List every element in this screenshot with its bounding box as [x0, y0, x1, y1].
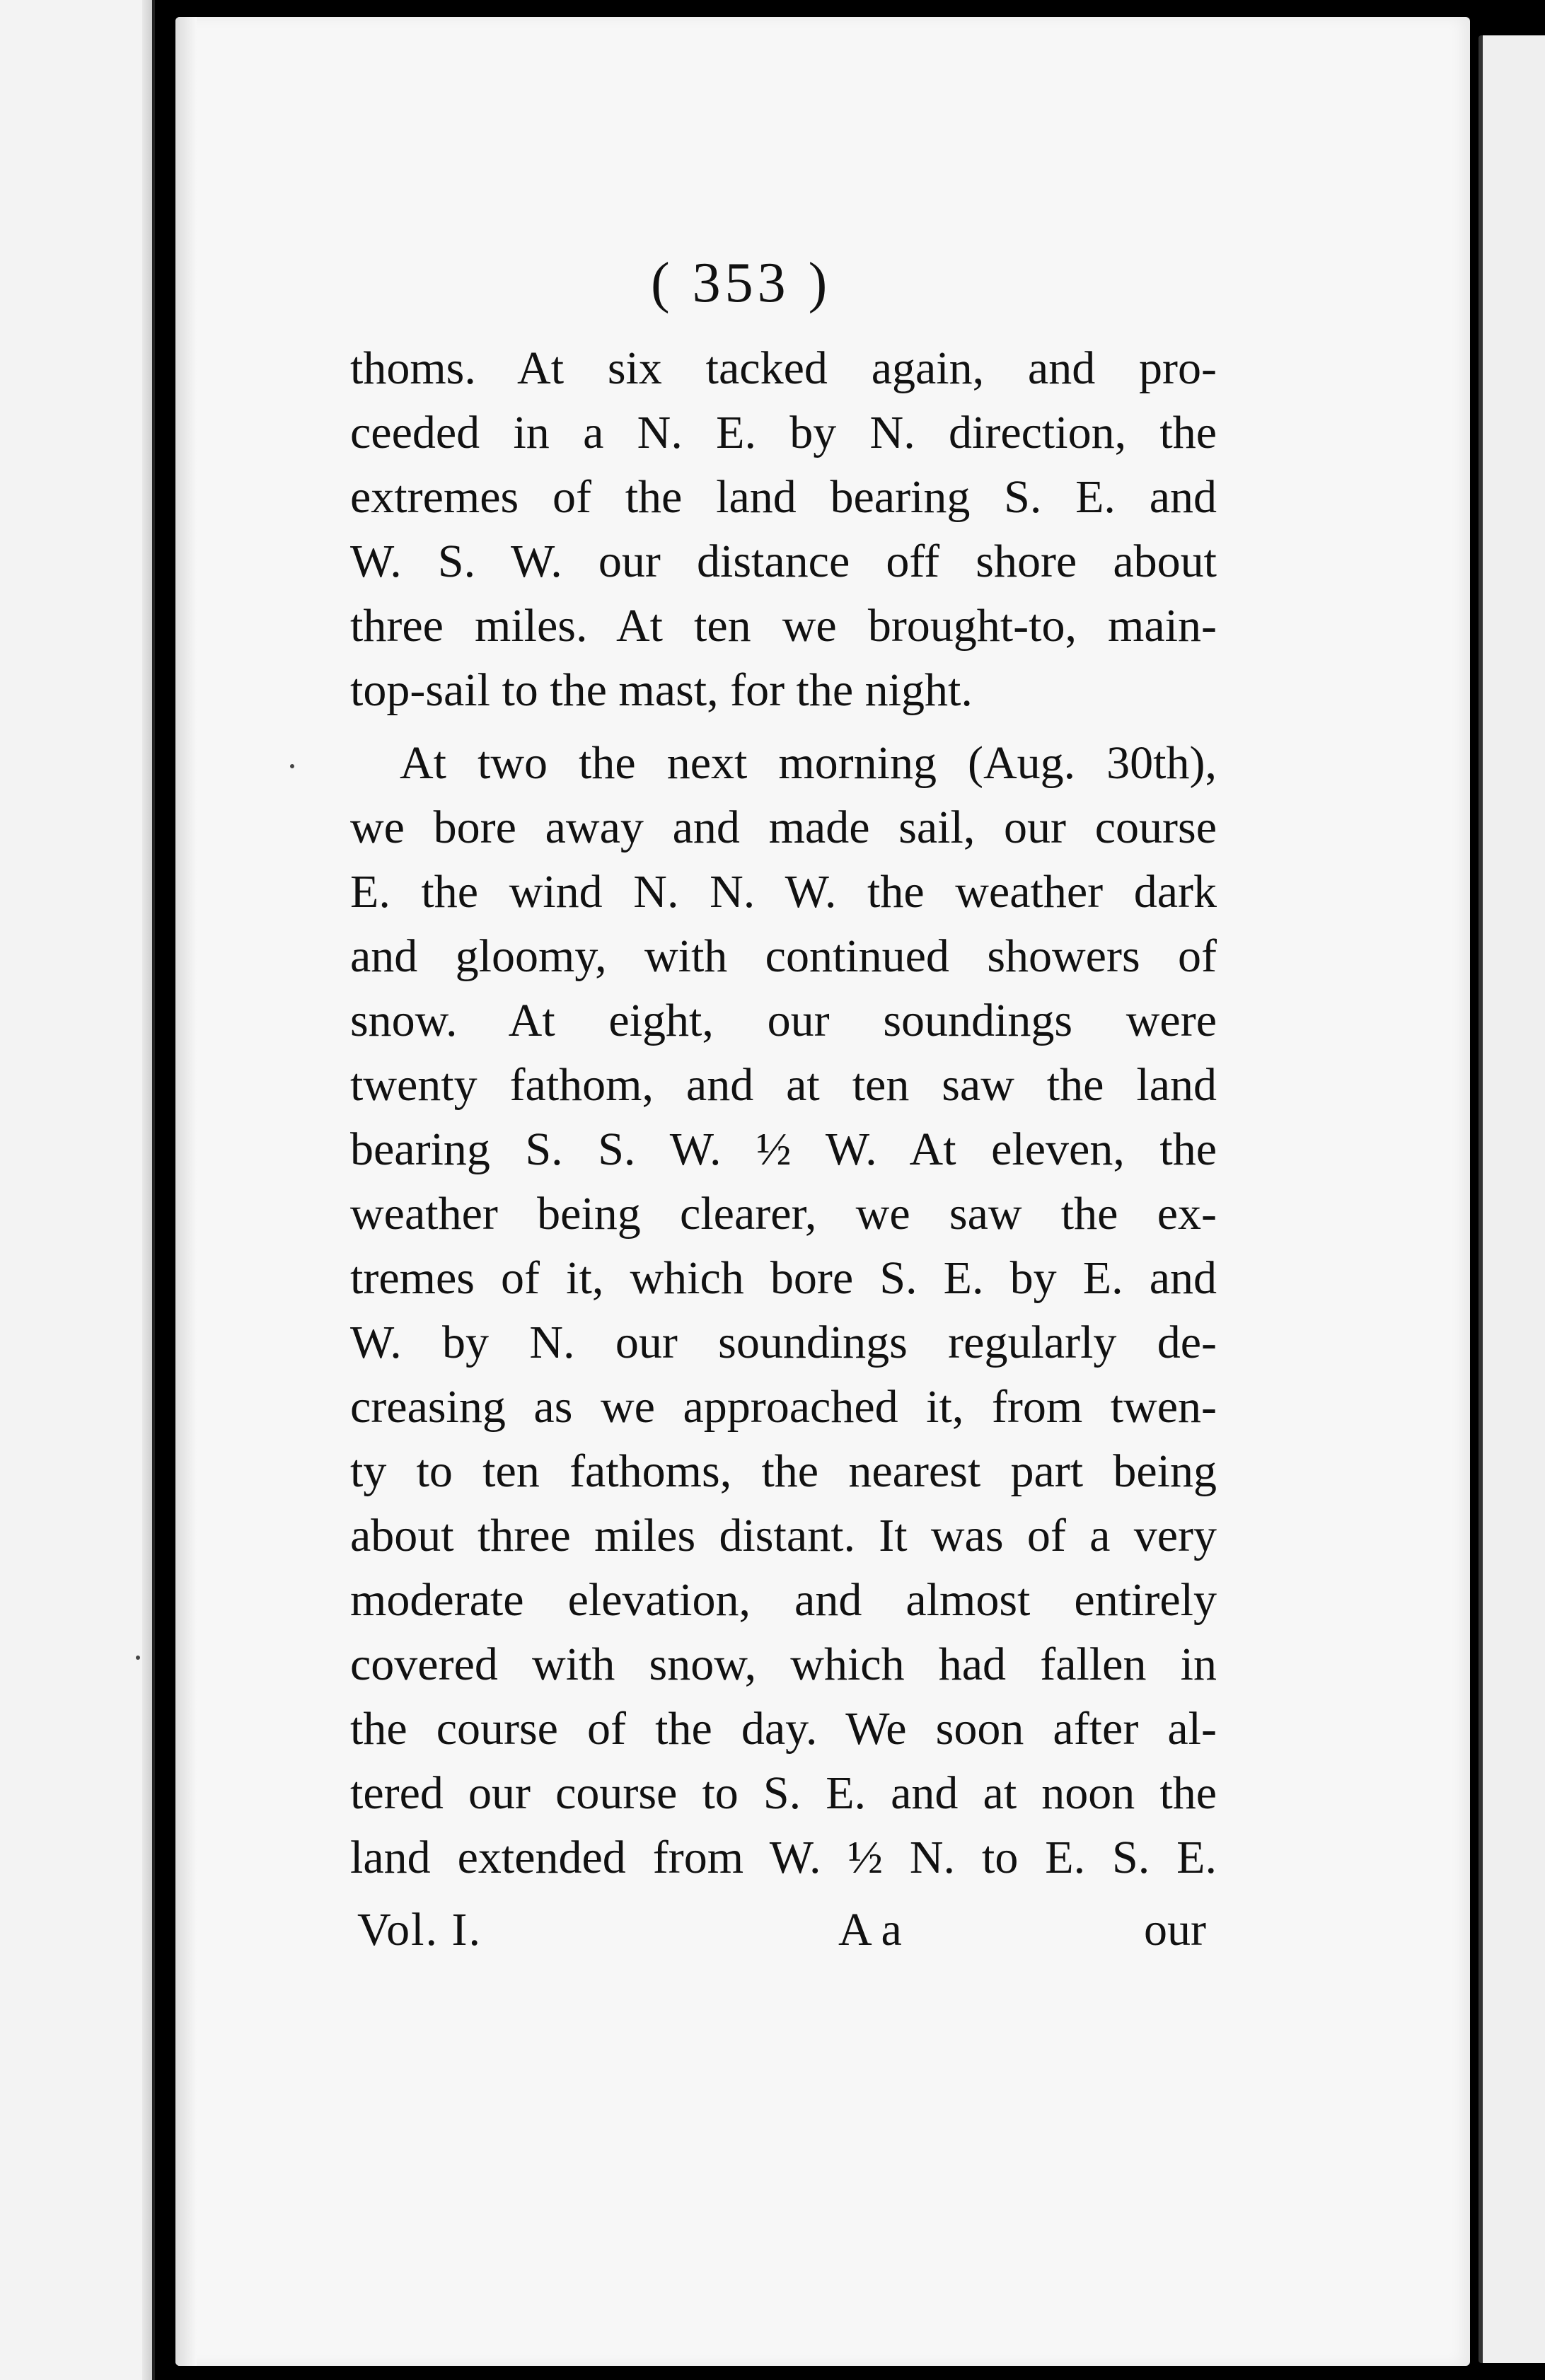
text-line: twenty fathom, and at ten saw the land	[350, 1059, 1217, 1111]
text-line: three miles. At ten we brought-to, main-	[350, 600, 1217, 652]
text-line: about three miles distant. It was of a very	[350, 1510, 1217, 1561]
text-line: top-sail to the mast, for the night.	[350, 664, 973, 716]
text-line: land extended from W. ½ N. to E. S. E.	[350, 1832, 1217, 1883]
left-page-gutter	[142, 0, 152, 2380]
text-line: extremes of the land bearing S. E. and	[350, 471, 1217, 523]
paragraph-gap	[350, 722, 1217, 731]
page-number: ( 353 )	[651, 252, 832, 314]
text-line: bearing S. S. W. ½ W. At eleven, the	[350, 1123, 1217, 1175]
text-line: W. by N. our soundings regularly de-	[350, 1317, 1217, 1368]
text-line: tremes of it, which bore S. E. by E. and	[350, 1252, 1217, 1304]
text-line: weather being clearer, we saw the ex-	[350, 1188, 1217, 1240]
text-line: W. S. W. our distance off shore about	[350, 536, 1217, 587]
text-line: creasing as we approached it, from twen-	[350, 1381, 1217, 1433]
text-line: E. the wind N. N. W. the weather dark	[350, 866, 1217, 918]
page-body	[350, 336, 1217, 1890]
catchword: our	[1144, 1904, 1206, 1956]
text-line: snow. At eight, our soundings were	[350, 995, 1217, 1046]
text-line: At two the next morning (Aug. 30th),	[400, 737, 1217, 789]
text-line: moderate elevation, and almost entirely	[350, 1574, 1217, 1626]
text-line: ceeded in a N. E. by N. direction, the	[350, 407, 1217, 458]
left-page-edge	[0, 0, 155, 2380]
page-footer	[357, 1903, 1206, 1974]
text-line: and gloomy, with continued showers of	[350, 930, 1217, 982]
text-line: thoms. At six tacked again, and pro-	[350, 342, 1217, 394]
page-fold-shadow	[175, 17, 197, 2366]
text-line: ty to ten fathoms, the nearest part being	[350, 1445, 1217, 1497]
text-line: the course of the day. We soon after al-	[350, 1703, 1217, 1755]
volume-signature: Vol. I.	[357, 1904, 482, 1956]
text-line: covered with snow, which had fallen in	[350, 1639, 1217, 1690]
signature-mark: A a	[838, 1904, 902, 1956]
right-page-edge	[1479, 35, 1545, 2363]
text-line: tered our course to S. E. and at noon the	[350, 1767, 1217, 1819]
ink-speck	[290, 764, 294, 768]
ink-speck	[136, 1656, 140, 1660]
text-line: we bore away and made sail, our course	[350, 802, 1217, 853]
